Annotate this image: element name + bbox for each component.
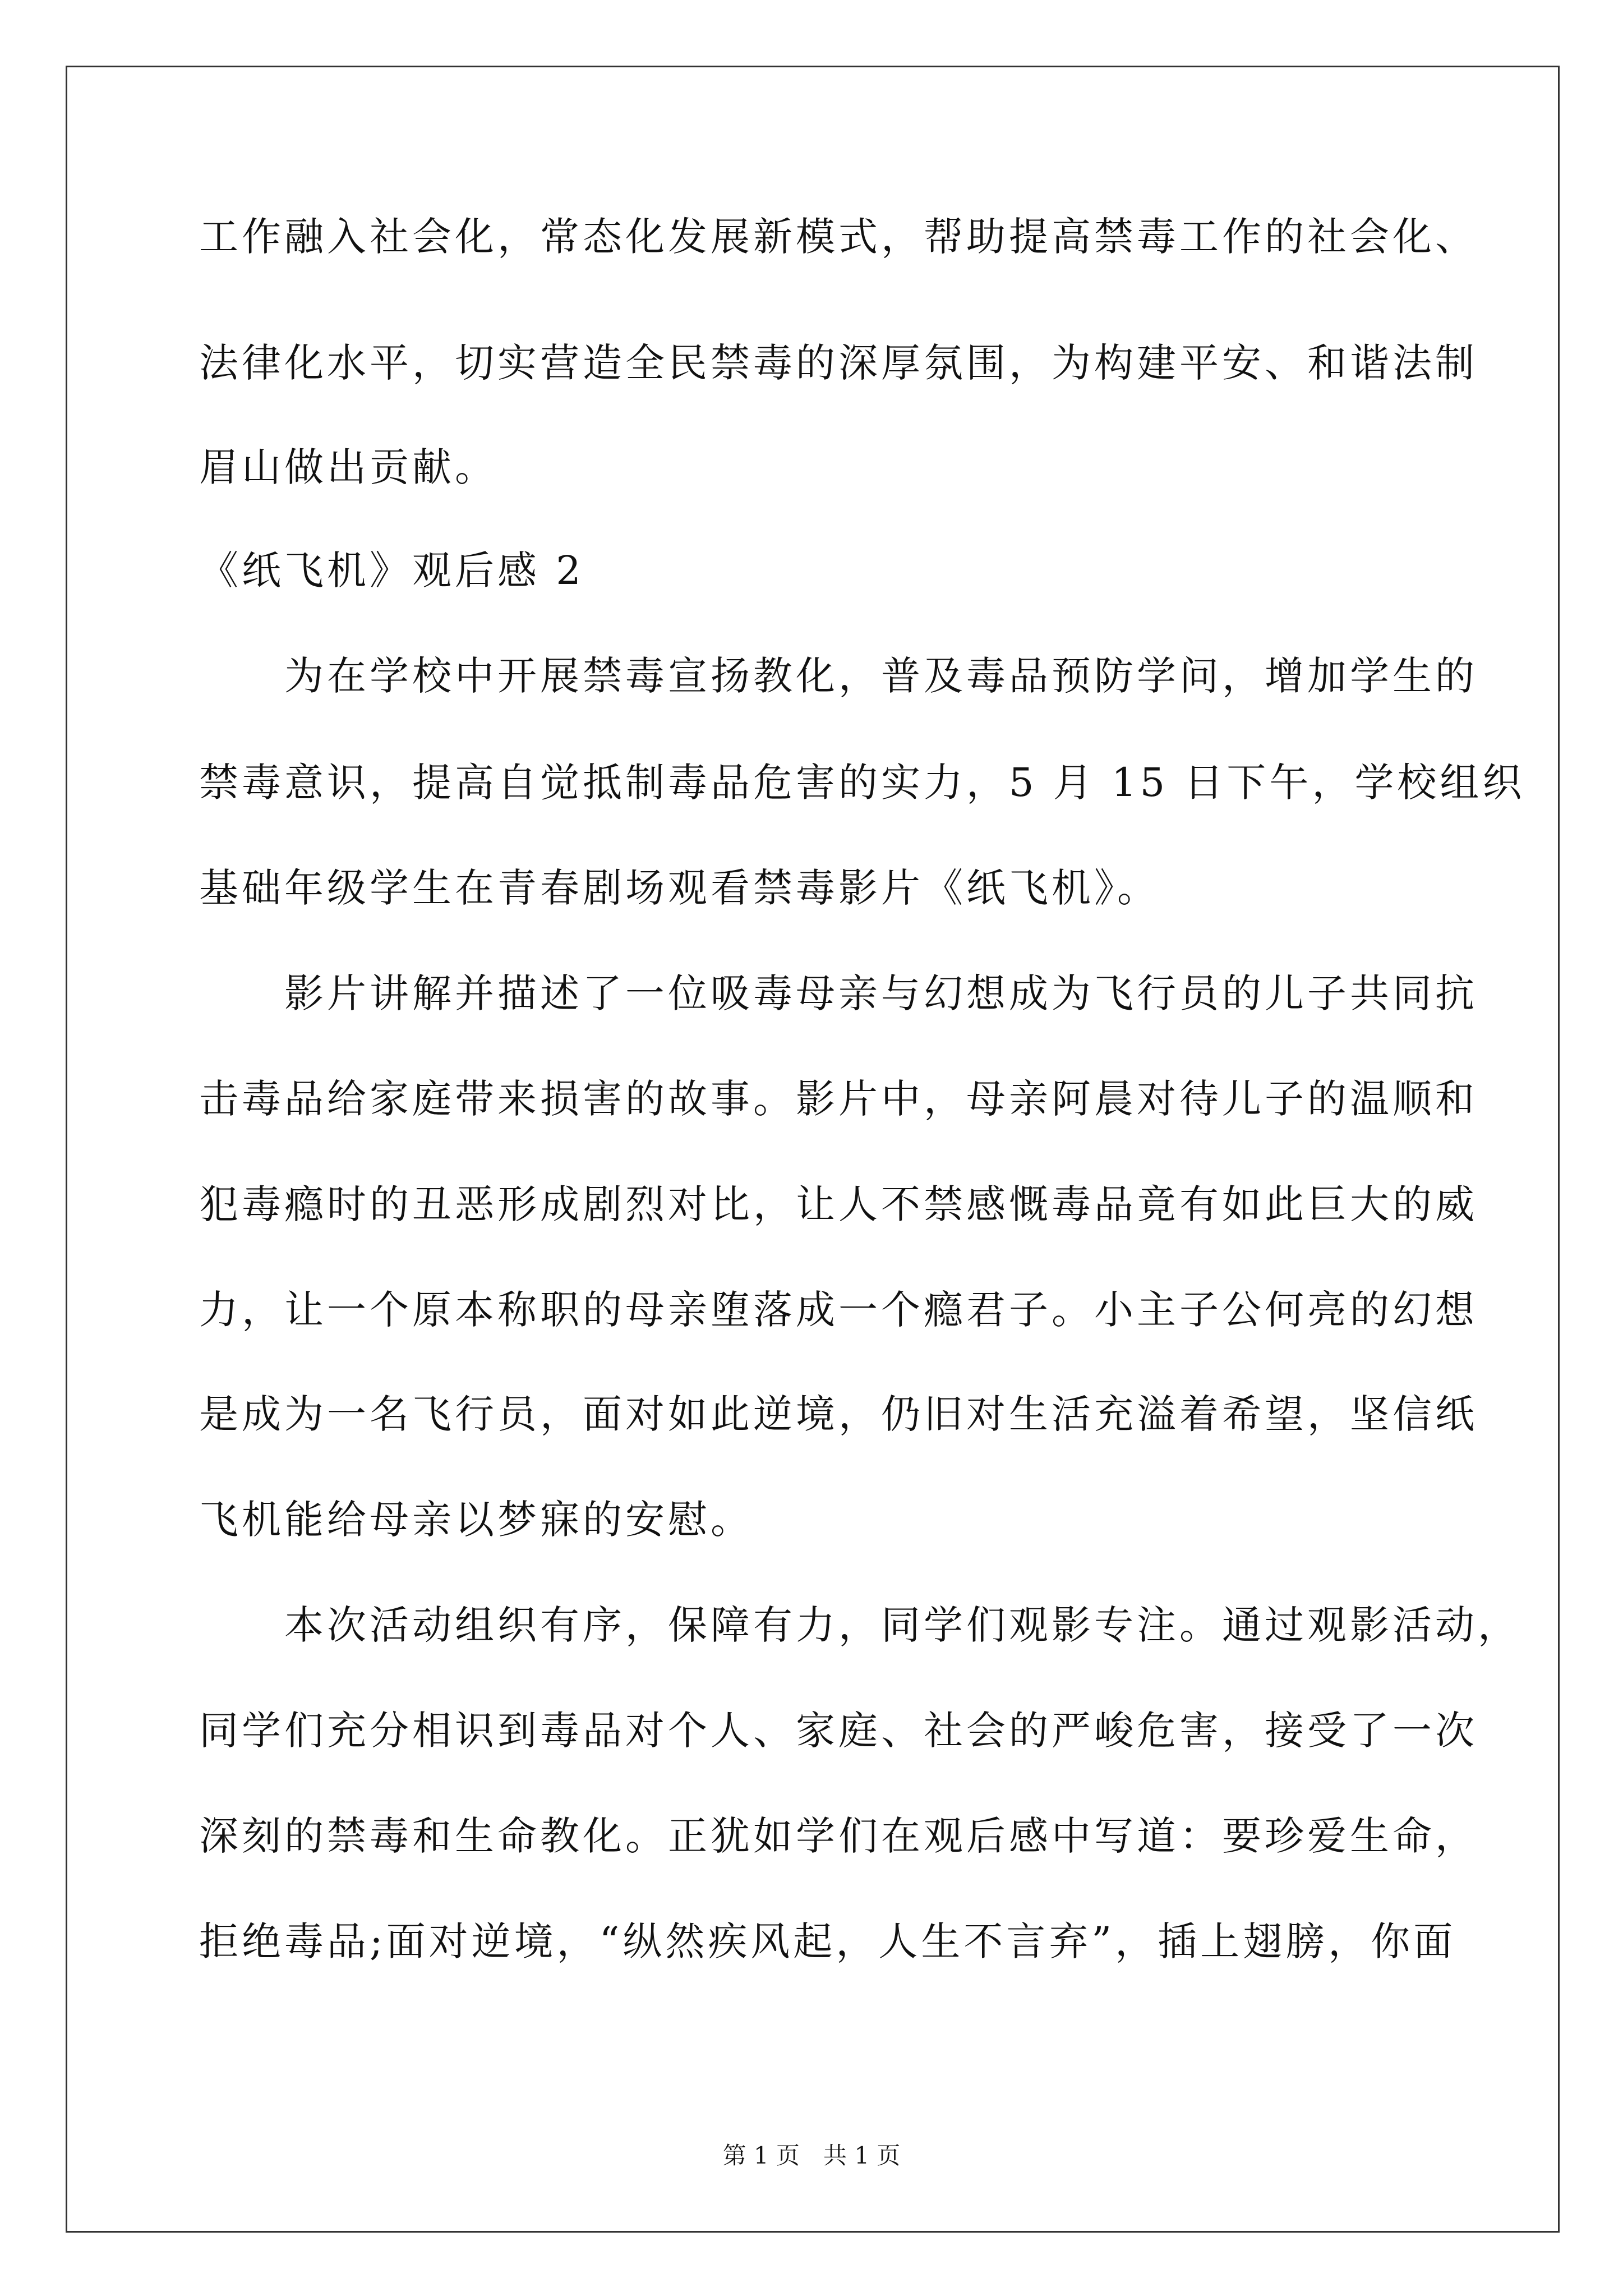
body-line: 影片讲解并描述了一位吸毒母亲与幻想成为飞行员的儿子共同抗 [199,970,1478,1016]
page-footer: 第 1 页 共 1 页 [722,2142,901,2169]
body-line: 犯毒瘾时的丑恶形成剧烈对比，让人不禁感慨毒品竟有如此巨大的威 [199,1181,1478,1227]
body-line: 禁毒意识，提高自觉抵制毒品危害的实力，5 月 15 日下午，学校组织 [199,760,1525,806]
body-line: 眉山做出贡献。 [199,444,497,490]
body-line: 同学们充分相识到毒品对个人、家庭、社会的严峻危害，接受了一次 [199,1708,1478,1754]
body-line: 击毒品给家庭带来损害的故事。影片中，母亲阿晨对待儿子的温顺和 [199,1076,1478,1122]
body-line: 为在学校中开展禁毒宣扬教化，普及毒品预防学问，增加学生的 [199,653,1478,699]
body-line: 飞机能给母亲以梦寐的安慰。 [199,1497,753,1543]
page-border [66,66,1560,2233]
body-line: 拒绝毒品;面对逆境，“纵然疾风起，人生不言弃”，插上翅膀，你面 [199,1918,1456,1964]
section-heading: 《纸飞机》观后感 2 [199,547,584,593]
body-line: 法律化水平，切实营造全民禁毒的深厚氛围，为构建平安、和谐法制 [199,340,1478,386]
body-line: 是成为一名飞行员，面对如此逆境，仍旧对生活充溢着希望，坚信纸 [199,1391,1478,1437]
body-line: 深刻的禁毒和生命教化。正犹如学们在观后感中写道：要珍爱生命， [199,1813,1478,1859]
body-line: 本次活动组织有序，保障有力，同学们观影专注。通过观影活动， [199,1602,1520,1648]
body-line: 力，让一个原本称职的母亲堕落成一个瘾君子。小主子公何亮的幻想 [199,1287,1478,1333]
body-line: 基础年级学生在青春剧场观看禁毒影片《纸飞机》。 [199,865,1160,911]
body-line: 工作融入社会化，常态化发展新模式，帮助提高禁毒工作的社会化、 [199,214,1478,260]
